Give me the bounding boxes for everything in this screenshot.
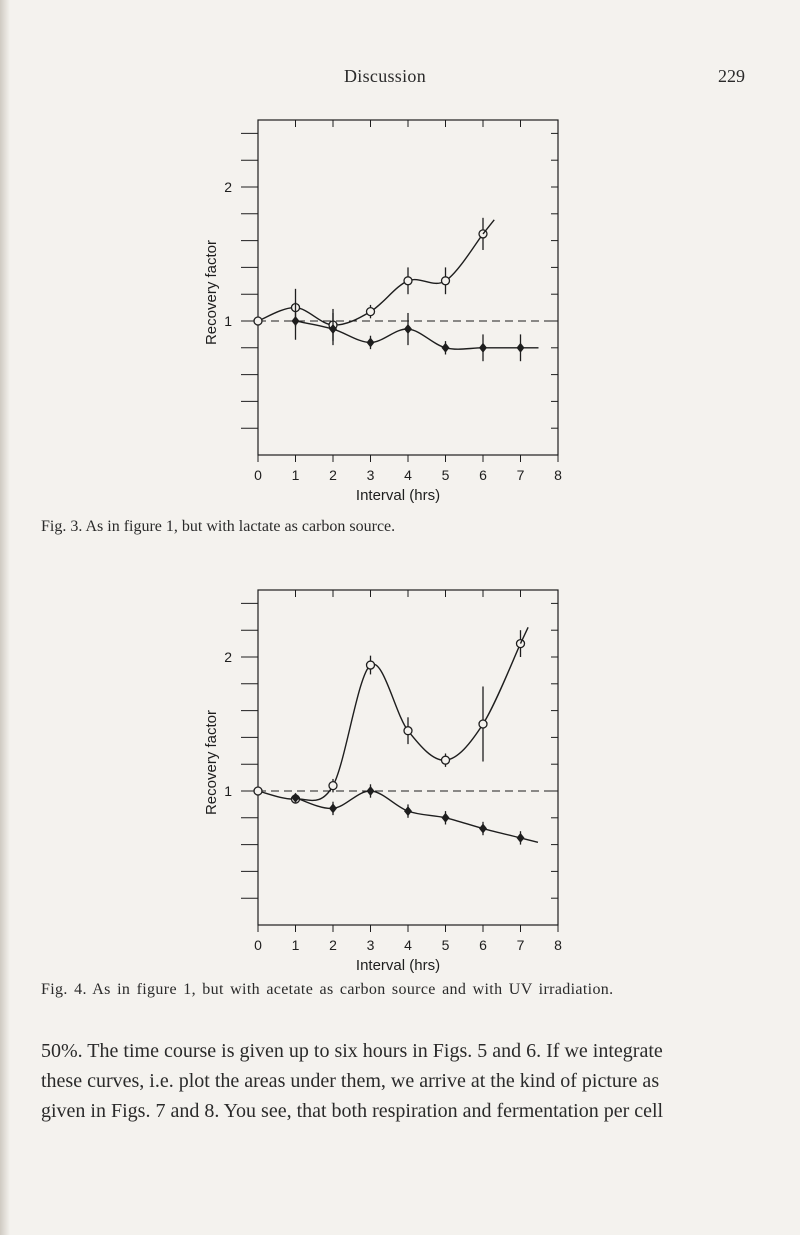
- filled-circle-point: [479, 824, 487, 834]
- x-tick-label: 6: [479, 937, 487, 953]
- body-line: 50%. The time course is given up to six hours in Figs. 5 and 6. If we integrate: [41, 1040, 663, 1062]
- page-number: 229: [718, 66, 745, 86]
- open-circle-point: [404, 727, 412, 735]
- filled-circle-point: [442, 343, 450, 353]
- figure-3-chart: [0, 100, 800, 520]
- x-tick-label: 4: [404, 467, 412, 483]
- x-tick-label: 3: [366, 467, 375, 483]
- x-tick-label: 3: [366, 937, 375, 953]
- series-line-tail: [521, 838, 538, 842]
- figure-3-caption: Fig. 3. As in figure 1, but with lactate as carbon source.: [41, 518, 396, 535]
- body-text: [41, 1036, 761, 1126]
- x-tick-label: 8: [554, 467, 562, 483]
- y-tick-label: 1: [224, 313, 232, 329]
- x-tick-label: 2: [329, 467, 337, 483]
- filled-circle-point: [442, 813, 450, 823]
- x-tick-label: 1: [291, 937, 300, 953]
- filled-circle-point: [479, 343, 487, 353]
- y-tick-label: 2: [224, 179, 232, 195]
- x-tick-label: 7: [516, 467, 525, 483]
- open-circle-point: [442, 277, 450, 285]
- x-tick-label: 0: [254, 467, 262, 483]
- running-title: Discussion: [344, 66, 427, 86]
- x-tick-label: 5: [441, 467, 450, 483]
- figure-4-caption: Fig. 4. As in figure 1, but with acetate as carbon source and with UV irradiation.: [41, 981, 614, 998]
- series-line-tail: [483, 220, 494, 234]
- figure-4-chart: [0, 570, 800, 990]
- x-tick-label: 2: [329, 937, 337, 953]
- y-tick-label: 1: [224, 783, 232, 799]
- open-circle-point: [329, 782, 337, 790]
- y-axis-label: Recovery factor: [203, 239, 220, 346]
- filled-circle-point: [329, 803, 337, 813]
- y-axis-label: Recovery factor: [203, 709, 220, 816]
- body-line: these curves, i.e. plot the areas under them, we arrive at the kind of picture as: [41, 1070, 660, 1092]
- open-circle-point: [404, 277, 412, 285]
- x-axis-label: Interval (hrs): [355, 487, 441, 504]
- open-circle-point: [479, 720, 487, 728]
- x-tick-label: 7: [516, 937, 525, 953]
- running-head: [0, 66, 800, 90]
- x-tick-label: 6: [479, 467, 487, 483]
- x-tick-label: 4: [404, 937, 412, 953]
- filled-circle-point: [367, 786, 375, 796]
- body-line: given in Figs. 7 and 8. You see, that both respiration and fermentation per cell: [41, 1100, 664, 1122]
- open-circle-point: [254, 787, 262, 795]
- filled-circle-point: [367, 337, 375, 347]
- open-circle-point: [367, 308, 375, 316]
- x-tick-label: 5: [441, 937, 450, 953]
- plot-frame: [258, 590, 558, 925]
- open-circle-point: [254, 317, 262, 325]
- filled-circle-point: [404, 324, 412, 334]
- x-tick-label: 8: [554, 937, 562, 953]
- x-axis-label: Interval (hrs): [355, 957, 441, 974]
- filled-circle-point: [404, 806, 412, 816]
- x-tick-label: 0: [254, 937, 262, 953]
- filled-circle-point: [292, 316, 300, 326]
- y-tick-label: 2: [224, 649, 232, 665]
- x-tick-label: 1: [291, 467, 300, 483]
- open-circle-point: [442, 756, 450, 764]
- open-circle-point: [367, 661, 375, 669]
